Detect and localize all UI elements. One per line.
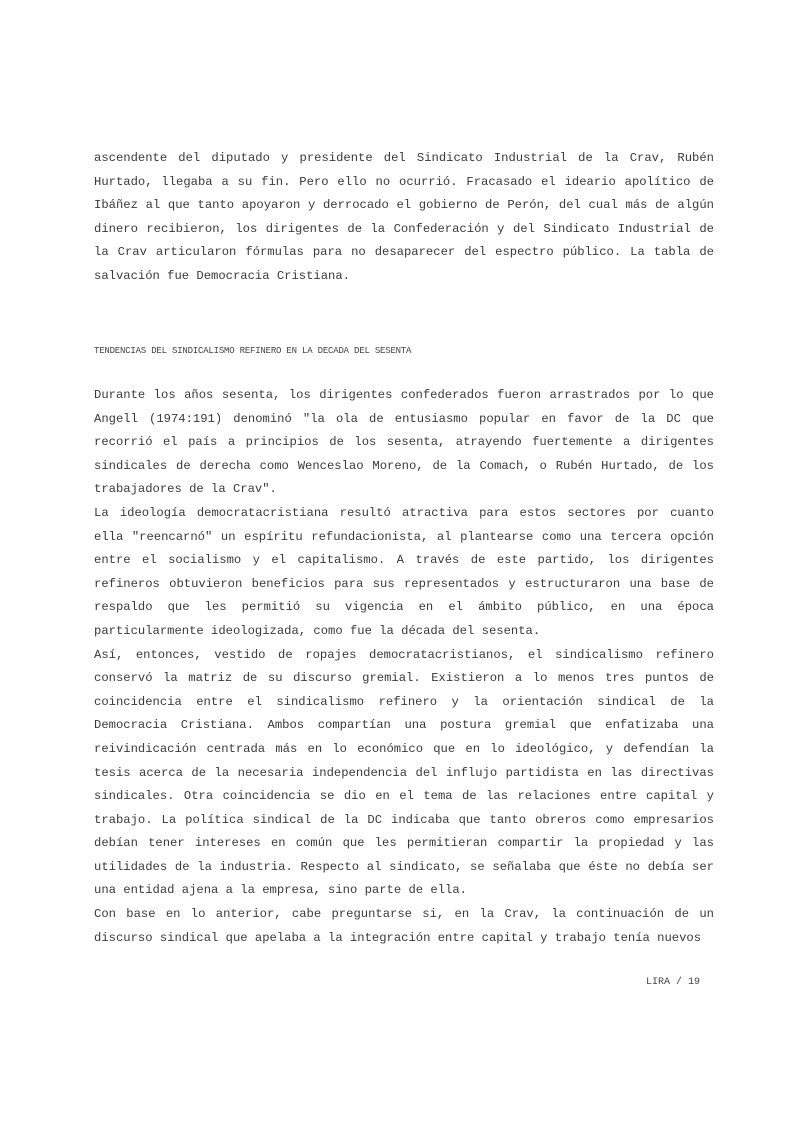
paragraph-1: ascendente del diputado y presidente del Sindicato Industrial de la Crav, Rubén Hurtado, llegaba a su fin. Pero ello no ocurrió. Fracasado el ideario apolítico de Ibáñez al que tanto apoyaron y derrocado el gobierno de Perón, del cual más de algún dinero recibieron, los dirigentes de la Confederación y del Sindicato Industrial de la Crav articularon fórmulas para no desaparecer del espectro público. La tabla de salvación fue Democracia Cristiana. [94, 151, 714, 283]
page-footer-label: LIRA / 19 [646, 977, 701, 988]
paragraph-5: Con base en lo anterior, cabe preguntarse si, en la Crav, la continuación de un discurso sindical que apelaba a la integración entre capital y trabajo tenía nuevos [94, 907, 714, 945]
paragraph-3: La ideología democratacristiana resultó atractiva para estos sectores por cuanto ella "reencarnó" un espíritu refundacionista, al plantearse como una tercera opción entre el socialismo y el capitalismo. A través de este partido, los dirigentes refineros obtuvieron beneficios para sus representados y estructuraron una base de respaldo que les permitió su vigencia en el ámbito público, en una época particularmente ideologizada, como fue la década del sesenta. [94, 505, 714, 638]
section-heading: TENDENCIAS DEL SINDICALISMO REFINERO EN LA DECADA DEL SESENTA [94, 346, 412, 356]
paragraph-4: Así, entonces, vestido de ropajes democratacristianos, el sindicalismo refinero conservó la matriz de su discurso gremial. Existieron a lo menos tres puntos de coincidencia entre el sindicalismo refinero y la orientación sindical de la Democracia Cristiana. Ambos compartían una postura gremial que enfatizaba una reivindicación centrada más en lo económico que en lo ideológico, y defendían la tesis acerca de la necesaria independencia del influjo partidista en las directivas sindicales. Otra coincidencia se dio en el tema de las relaciones entre capital y trabajo. La política sindical de la DC indicaba que tanto obreros como empresarios debían tener intereses en común que les permitieran compartir la propiedad y las utilidades de la industria. Respecto al sindicato, se señalaba que éste no debía ser una entidad ajena a la empresa, sino parte de ella. [94, 647, 714, 898]
paragraph-2: Durante los años sesenta, los dirigentes confederados fueron arrastrados por lo que Angell (1974:191) denominó "la ola de entusiasmo popular en favor de la DC que recorrió el país a principios de los sesenta, atrayendo fuertemente a dirigentes sindicales de derecha como Wenceslao Moreno, de la Comach, o Rubén Hurtado, de los trabajadores de la Crav". [94, 388, 714, 497]
body-section [94, 384, 714, 950]
